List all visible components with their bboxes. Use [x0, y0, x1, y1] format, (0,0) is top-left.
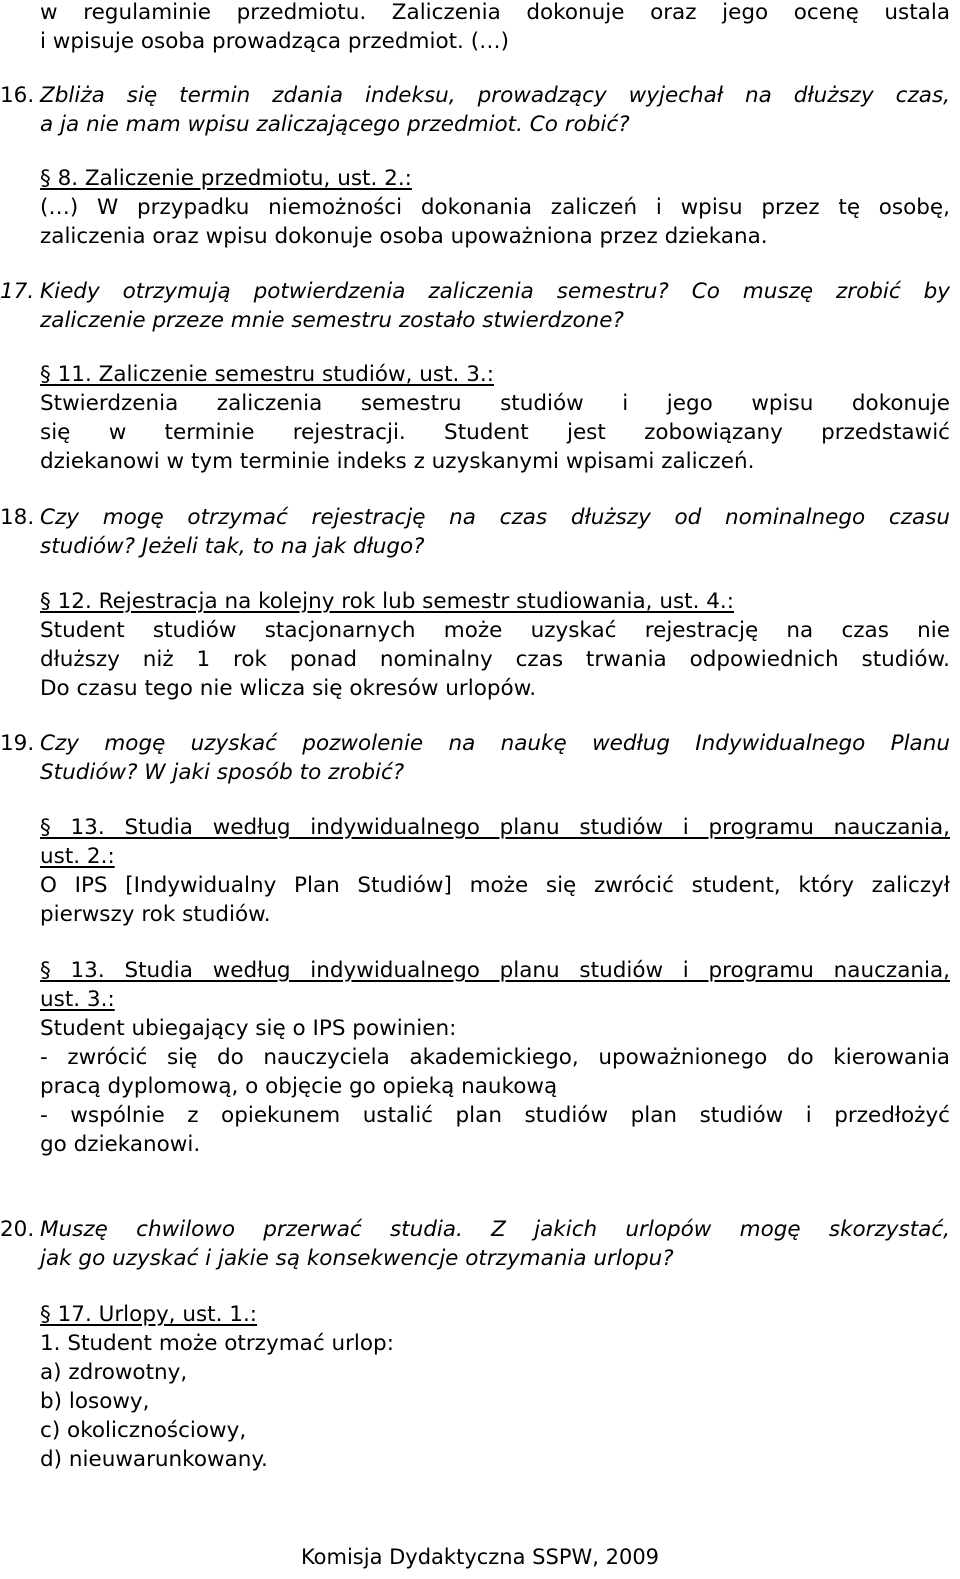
question-line: [0, 1215, 950, 1244]
question-text-line: jak go uzyskać i jakie są konsekwencje otrzymania urlopu?: [40, 1246, 674, 1271]
paragraph-line: pracą dyplomową, o objęcie go opieką naukową: [40, 1074, 558, 1099]
paragraph-line: dziekanowi w tym terminie indeks z uzyskanymi wpisami zaliczeń.: [40, 449, 755, 474]
question-text: Kiedy otrzymują potwierdzenia zaliczenia semestru? Co muszę zrobić by: [40, 279, 950, 304]
paragraph-line: w regulaminie przedmiotu. Zaliczenia dokonuje oraz jego ocenę ustala: [40, 0, 950, 25]
paragraph-line: się w terminie rejestracji. Student jest zobowiązany przedstawić: [40, 420, 950, 445]
paragraph-line: - wspólnie z opiekunem ustalić plan studiów plan studiów i przedłożyć: [40, 1103, 950, 1128]
question-number: 17.: [0, 279, 35, 304]
regulation-reference: ust. 3.:: [40, 987, 115, 1012]
paragraph-line: c) okolicznościowy,: [40, 1418, 247, 1443]
paragraph-line: O IPS [Indywidualny Plan Studiów] może się zwrócić student, który zaliczył: [40, 873, 950, 898]
paragraph-line: go dziekanowi.: [40, 1132, 201, 1157]
paragraph-line: i wpisuje osoba prowadząca przedmiot. (…): [40, 29, 510, 54]
paragraph-line: 1. Student może otrzymać urlop:: [40, 1331, 394, 1356]
regulation-reference: § 11. Zaliczenie semestru studiów, ust. 3.:: [40, 362, 494, 387]
regulation-reference: § 8. Zaliczenie przedmiotu, ust. 2.:: [40, 166, 412, 191]
question-text: Zbliża się termin zdania indeksu, prowadzący wyjechał na dłuższy czas,: [40, 83, 950, 108]
paragraph-line: Student studiów stacjonarnych może uzyskać rejestrację na czas nie: [40, 618, 950, 643]
question-number: 19.: [0, 731, 35, 756]
question-text-line: studiów? Jeżeli tak, to na jak długo?: [40, 534, 425, 559]
paragraph-line: Student ubiegający się o IPS powinien:: [40, 1016, 457, 1041]
question-number: 16.: [0, 83, 35, 108]
question-line: [0, 503, 950, 532]
paragraph-line: d) nieuwarunkowany.: [40, 1447, 268, 1472]
question-number: 20.: [0, 1217, 35, 1242]
page-footer: Komisja Dydaktyczna SSPW, 2009: [300, 1545, 660, 1569]
question-text-line: Studiów? W jaki sposób to zrobić?: [40, 760, 405, 785]
question-text: Czy mogę uzyskać pozwolenie na naukę według Indywidualnego Planu: [40, 731, 950, 756]
regulation-reference: ust. 2.:: [40, 844, 115, 869]
paragraph-line: pierwszy rok studiów.: [40, 902, 271, 927]
paragraph-line: dłuższy niż 1 rok ponad nominalny czas trwania odpowiednich studiów.: [40, 647, 950, 672]
regulation-reference: § 13. Studia według indywidualnego planu studiów i programu nauczania,: [40, 958, 950, 983]
paragraph-line: b) losowy,: [40, 1389, 150, 1414]
paragraph-line: (…) W przypadku niemożności dokonania zaliczeń i wpisu przez tę osobę,: [40, 195, 950, 220]
paragraph-line: zaliczenia oraz wpisu dokonuje osoba upoważniona przez dziekana.: [40, 224, 768, 249]
regulation-reference: § 13. Studia według indywidualnego planu studiów i programu nauczania,: [40, 815, 950, 840]
regulation-reference: § 12. Rejestracja na kolejny rok lub semestr studiowania, ust. 4.:: [40, 589, 735, 614]
question-line: [0, 729, 950, 758]
question-line: [0, 81, 950, 110]
paragraph-line: - zwrócić się do nauczyciela akademickiego, upoważnionego do kierowania: [40, 1045, 950, 1070]
question-text-line: a ja nie mam wpisu zaliczającego przedmiot. Co robić?: [40, 112, 630, 137]
paragraph-line: a) zdrowotny,: [40, 1360, 188, 1385]
question-number: 18.: [0, 505, 35, 530]
paragraph-line: Do czasu tego nie wlicza się okresów urlopów.: [40, 676, 537, 701]
question-text: Muszę chwilowo przerwać studia. Z jakich urlopów mogę skorzystać,: [40, 1217, 950, 1242]
question-line: [0, 277, 950, 306]
paragraph-line: Stwierdzenia zaliczenia semestru studiów i jego wpisu dokonuje: [40, 391, 950, 416]
question-text: Czy mogę otrzymać rejestrację na czas dłuższy od nominalnego czasu: [40, 505, 950, 530]
regulation-reference: § 17. Urlopy, ust. 1.:: [40, 1302, 258, 1327]
question-text-line: zaliczenie przeze mnie semestru zostało stwierdzone?: [40, 308, 624, 333]
